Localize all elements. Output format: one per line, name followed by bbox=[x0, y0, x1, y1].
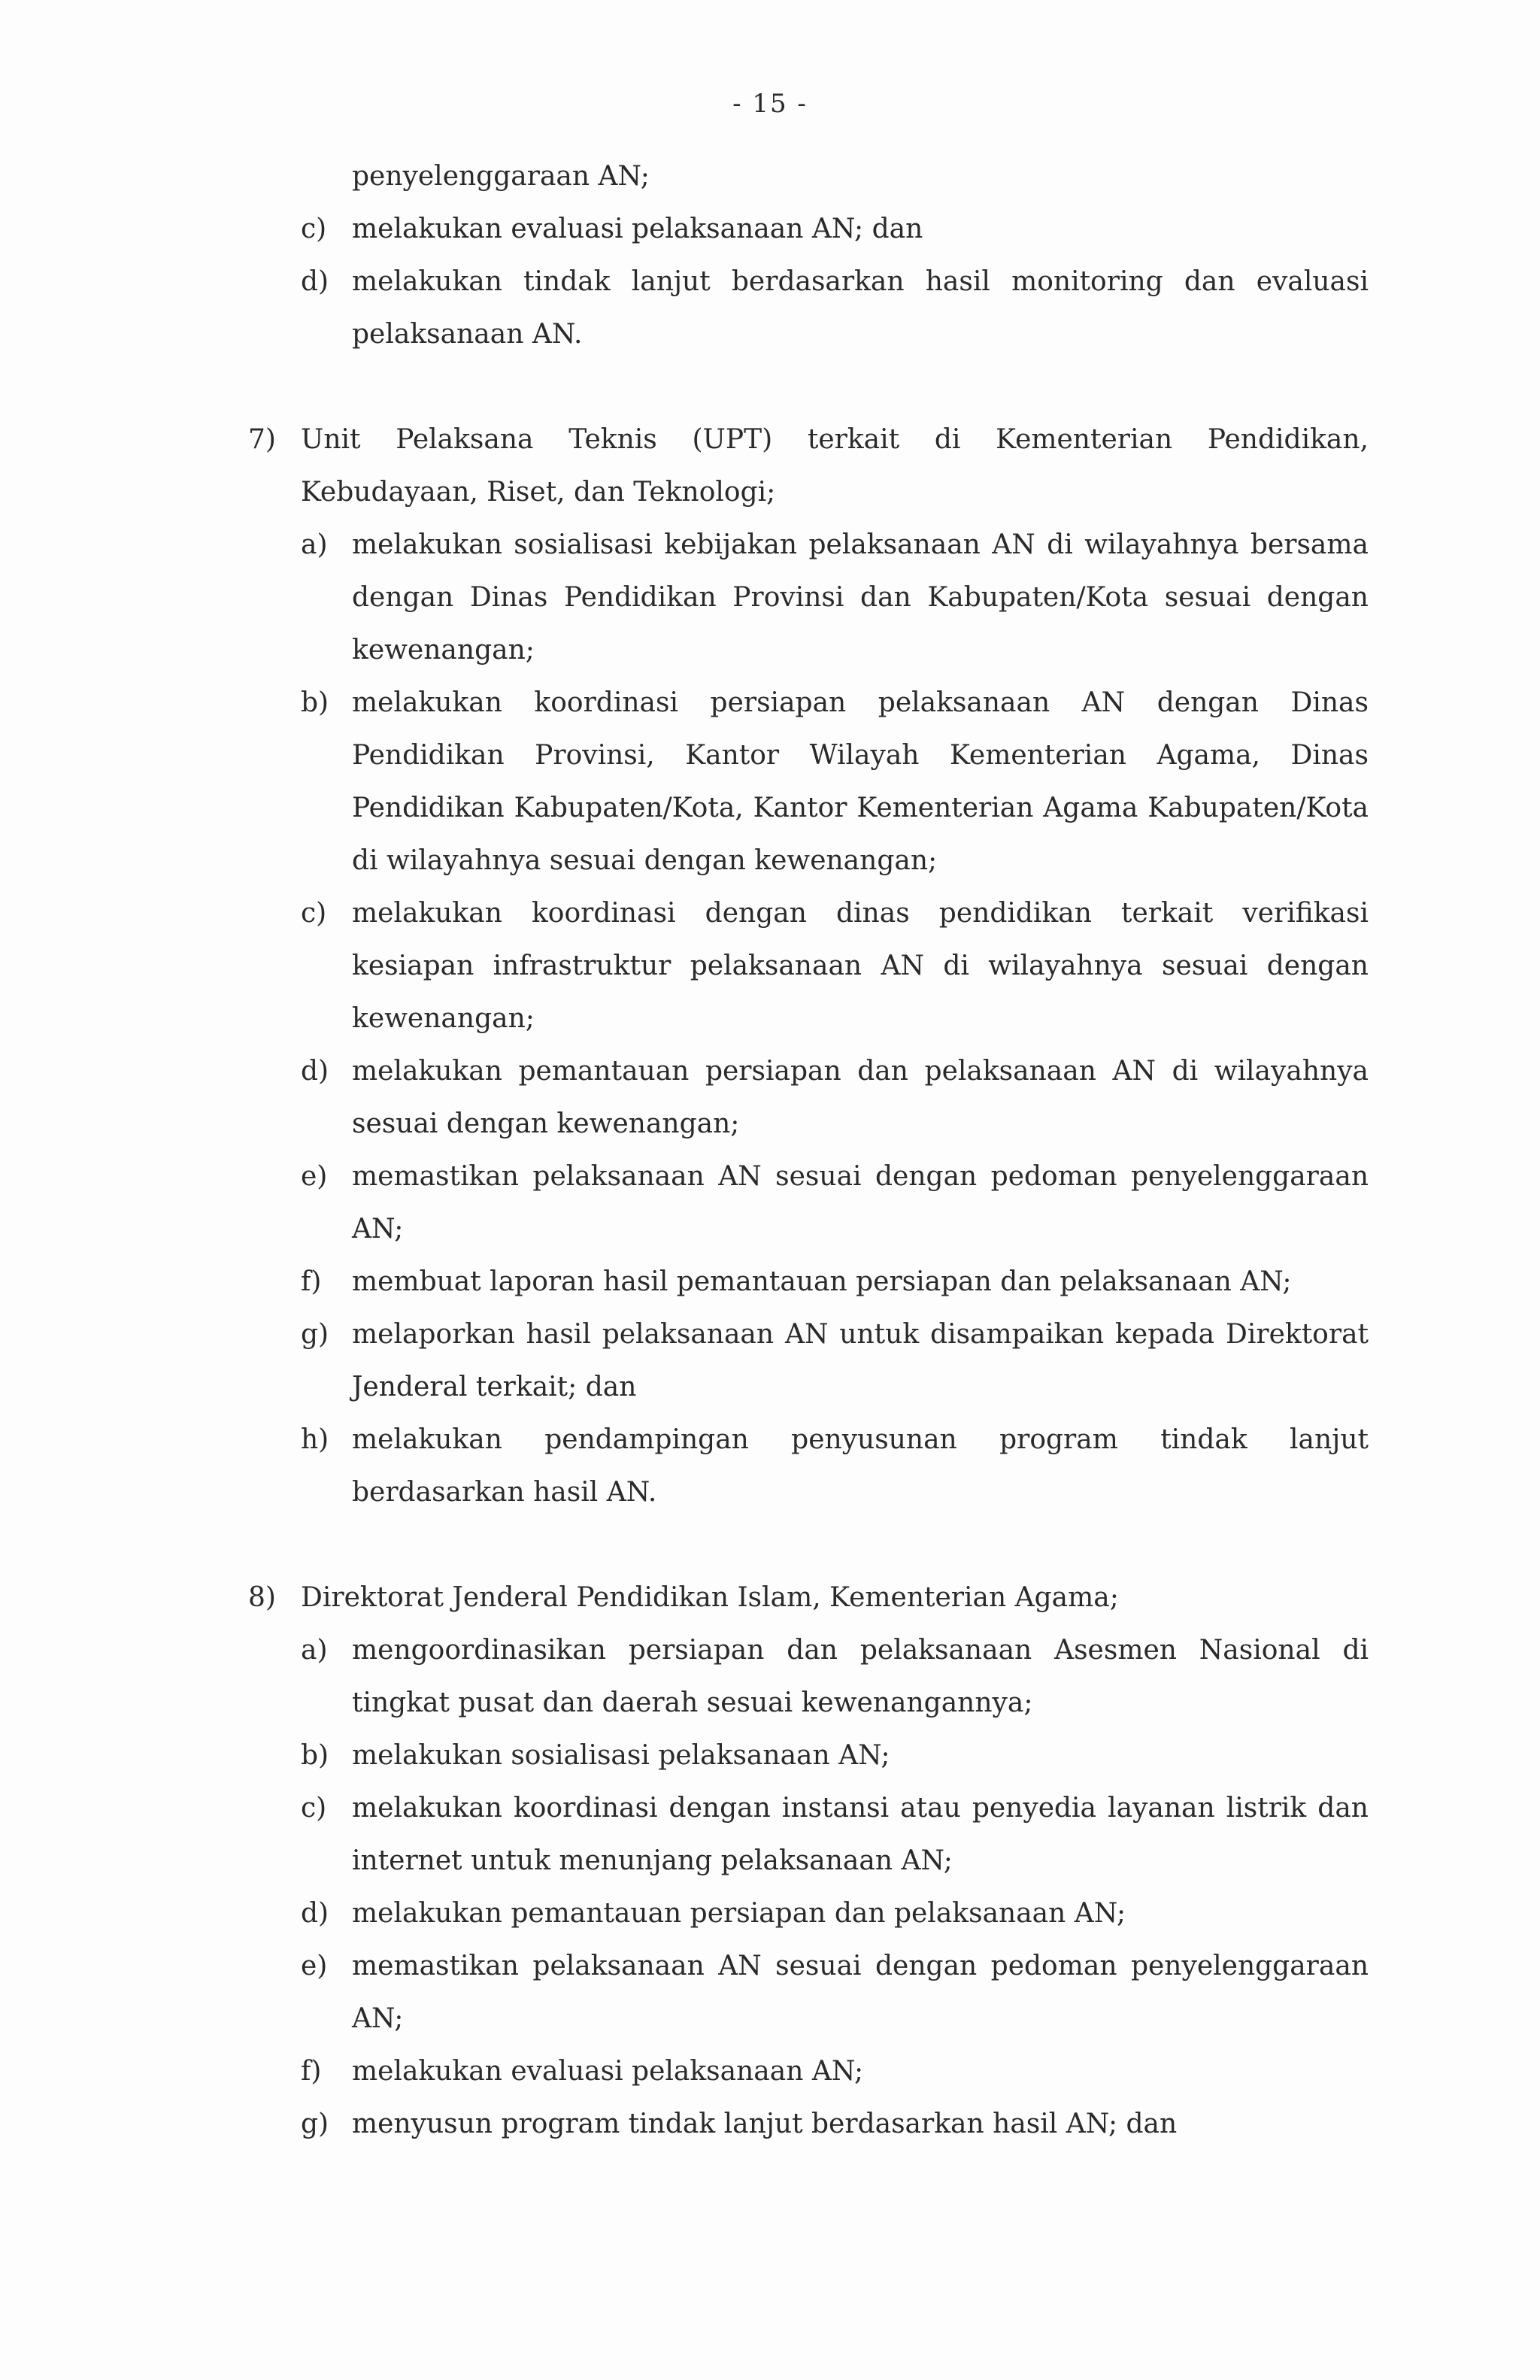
section-title: Unit Pelaksana Teknis (UPT) terkait di Kementerian Pendidikan, Kebudayaan, Riset, dan Teknologi; bbox=[301, 424, 1369, 508]
list-item bbox=[248, 1151, 1369, 1256]
list-item-text: melakukan pemantauan persiapan dan pelaksanaan AN di wilayahnya sesuai dengan kewenangan; bbox=[352, 1056, 1369, 1139]
list-marker: a) bbox=[301, 529, 328, 560]
list-marker: d) bbox=[301, 266, 329, 297]
section-title: Direktorat Jenderal Pendidikan Islam, Kementerian Agama; bbox=[301, 1582, 1119, 1613]
list-item bbox=[248, 256, 1369, 361]
list-marker: b) bbox=[301, 687, 329, 718]
list-marker: h) bbox=[301, 1424, 329, 1455]
list-marker: c) bbox=[301, 214, 327, 244]
list-item bbox=[248, 2045, 1369, 2098]
list-item bbox=[248, 519, 1369, 677]
list-item-text: melakukan sosialisasi pelaksanaan AN; bbox=[352, 1740, 890, 1771]
document-body bbox=[248, 150, 1369, 2151]
list-item-text: melakukan koordinasi dengan dinas pendidikan terkait verifikasi kesiapan infrastruktur pelaksanaan AN di wilayahnya sesuai dengan kewenangan; bbox=[352, 898, 1369, 1034]
list-item-text: membuat laporan hasil pemantauan persiapan dan pelaksanaan AN; bbox=[352, 1266, 1292, 1297]
list-marker: d) bbox=[301, 1898, 329, 1929]
list-marker: c) bbox=[301, 898, 327, 929]
list-marker: f) bbox=[301, 1266, 322, 1297]
list-item-text: melakukan tindak lanjut berdasarkan hasil monitoring dan evaluasi pelaksanaan AN. bbox=[352, 266, 1369, 350]
list-item bbox=[248, 677, 1369, 887]
list-item-text: melakukan evaluasi pelaksanaan AN; bbox=[352, 2056, 864, 2087]
list-item bbox=[248, 1256, 1369, 1308]
list-item-text: memastikan pelaksanaan AN sesuai dengan pedoman penyelenggaraan AN; bbox=[352, 1161, 1369, 1245]
list-marker: d) bbox=[301, 1056, 329, 1087]
list-marker: e) bbox=[301, 1161, 328, 1192]
list-marker: f) bbox=[301, 2056, 322, 2087]
section-heading-8 bbox=[248, 1572, 1369, 1624]
list-item bbox=[248, 2098, 1369, 2151]
list-item-text: melaporkan hasil pelaksanaan AN untuk disampaikan kepada Direktorat Jenderal terkait; dan bbox=[352, 1319, 1369, 1402]
list-marker: g) bbox=[301, 1319, 329, 1350]
list-item-text: memastikan pelaksanaan AN sesuai dengan pedoman penyelenggaraan AN; bbox=[352, 1951, 1369, 2034]
list-item bbox=[248, 1414, 1369, 1519]
section-marker: 7) bbox=[248, 424, 276, 455]
continuation-line: penyelenggaraan AN; bbox=[352, 161, 650, 192]
list-item-text: menyusun program tindak lanjut berdasarkan hasil AN; dan bbox=[352, 2109, 1178, 2139]
list-item bbox=[248, 1730, 1369, 1782]
list-item-text: melakukan koordinasi dengan instansi atau penyedia layanan listrik dan internet untuk menunjang pelaksanaan AN; bbox=[352, 1793, 1369, 1876]
list-marker: g) bbox=[301, 2109, 329, 2139]
list-item bbox=[248, 1045, 1369, 1151]
list-item-text: melakukan evaluasi pelaksanaan AN; dan bbox=[352, 214, 923, 244]
page-number: - 15 - bbox=[732, 89, 808, 119]
list-item-text: melakukan pendampingan penyusunan program tindak lanjut berdasarkan hasil AN. bbox=[352, 1424, 1369, 1508]
list-marker: b) bbox=[301, 1740, 329, 1771]
list-item-text: melakukan sosialisasi kebijakan pelaksanaan AN di wilayahnya bersama dengan Dinas Pendidikan Provinsi dan Kabupaten/Kota sesuai dengan kewenangan; bbox=[352, 529, 1369, 665]
list-item-text: mengoordinasikan persiapan dan pelaksanaan Asesmen Nasional di tingkat pusat dan daerah sesuai kewenangannya; bbox=[352, 1635, 1369, 1718]
list-item bbox=[248, 203, 1369, 256]
section-marker: 8) bbox=[248, 1582, 276, 1613]
list-item-text: melakukan pemantauan persiapan dan pelaksanaan AN; bbox=[352, 1898, 1126, 1929]
list-item bbox=[248, 887, 1369, 1045]
list-item bbox=[248, 1940, 1369, 2045]
list-marker: c) bbox=[301, 1793, 327, 1824]
section-spacer bbox=[248, 1519, 1369, 1572]
list-item bbox=[248, 1782, 1369, 1887]
list-item bbox=[248, 1624, 1369, 1730]
list-marker: a) bbox=[301, 1635, 328, 1666]
section-spacer bbox=[248, 361, 1369, 414]
list-marker: e) bbox=[301, 1951, 328, 1981]
list-item-text: melakukan koordinasi persiapan pelaksanaan AN dengan Dinas Pendidikan Provinsi, Kantor Wilayah Kementerian Agama, Dinas Pendidikan Kabupaten/Kota, Kantor Kementerian Agama Kabupaten/Kota di wilayahnya sesuai dengan kewenangan; bbox=[352, 687, 1369, 876]
list-item bbox=[248, 1887, 1369, 1940]
list-item bbox=[248, 1308, 1369, 1414]
section-heading-7 bbox=[248, 414, 1369, 519]
